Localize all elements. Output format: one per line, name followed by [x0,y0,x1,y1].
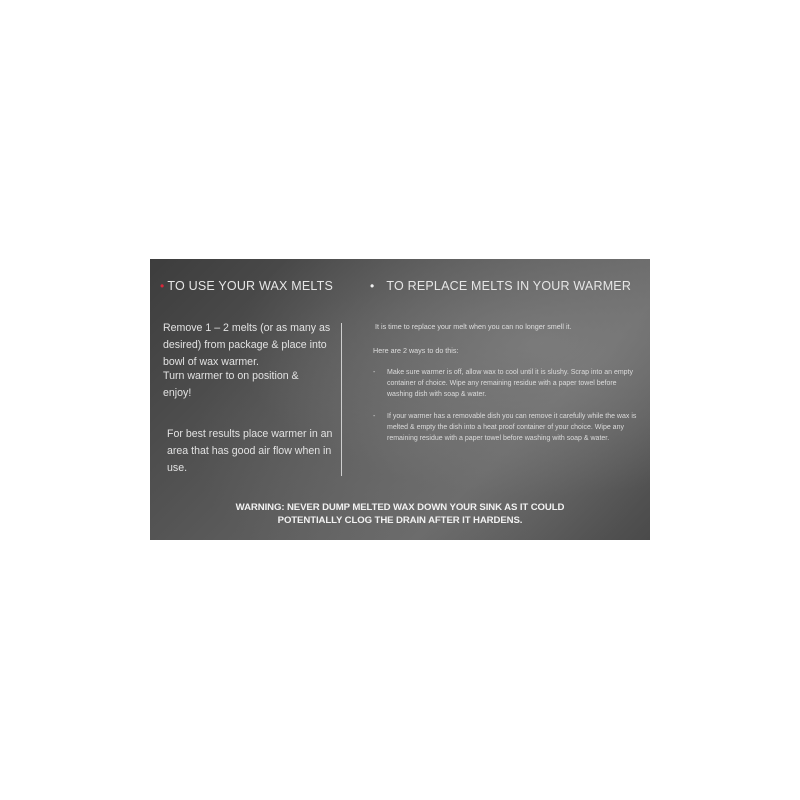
instruction-card [150,259,650,540]
white-bullet-icon: • [370,279,375,293]
red-bullet-icon: • [160,279,165,293]
dash-bullet-icon: - [373,413,376,420]
dash-bullet-icon: - [373,369,376,376]
use-step-remove: Remove 1 – 2 melts (or as many as desired) from package & place into bowl of wax warmer. [163,322,331,368]
replace-melts-heading [370,279,642,293]
use-wax-melts-section [160,279,340,474]
use-step-best-results: For best results place warmer in an area that has good air flow when in use. [167,428,333,474]
use-step-turn-on: Turn warmer to on position & enjoy! [163,370,299,399]
replace-step-2-text: If your warmer has a removable dish you can remove it carefully while the wax is melted & empty the dish into a heat proof container of your choice. Wipe any remaining residue with a paper towel before washing with soap & water. [387,413,637,443]
replace-melts-title: TO REPLACE MELTS IN YOUR WARMER [386,279,632,293]
replace-step-1-text: Make sure warmer is off, allow wax to cool until it is slushy. Scrap into an empty container of choice. Wipe any remaining residue with a paper towel before washing dish with soap & water. [387,369,634,399]
replace-step-2 [373,411,641,445]
replace-intro: It is time to replace your melt when you can no longer smell it. [375,322,572,331]
replace-melts-section [370,279,642,443]
replace-ways-label: Here are 2 ways to do this: [373,346,459,355]
use-wax-melts-title: TO USE YOUR WAX MELTS [167,279,333,293]
warning-line-1: WARNING: NEVER DUMP MELTED WAX DOWN YOUR SINK AS IT COULD [235,502,565,513]
use-wax-melts-heading [160,279,340,293]
column-divider [341,323,342,476]
warning-line-2: POTENTIALLY CLOG THE DRAIN AFTER IT HARDENS. [277,515,523,526]
warning-notice [150,501,650,527]
replace-step-1 [373,367,641,401]
